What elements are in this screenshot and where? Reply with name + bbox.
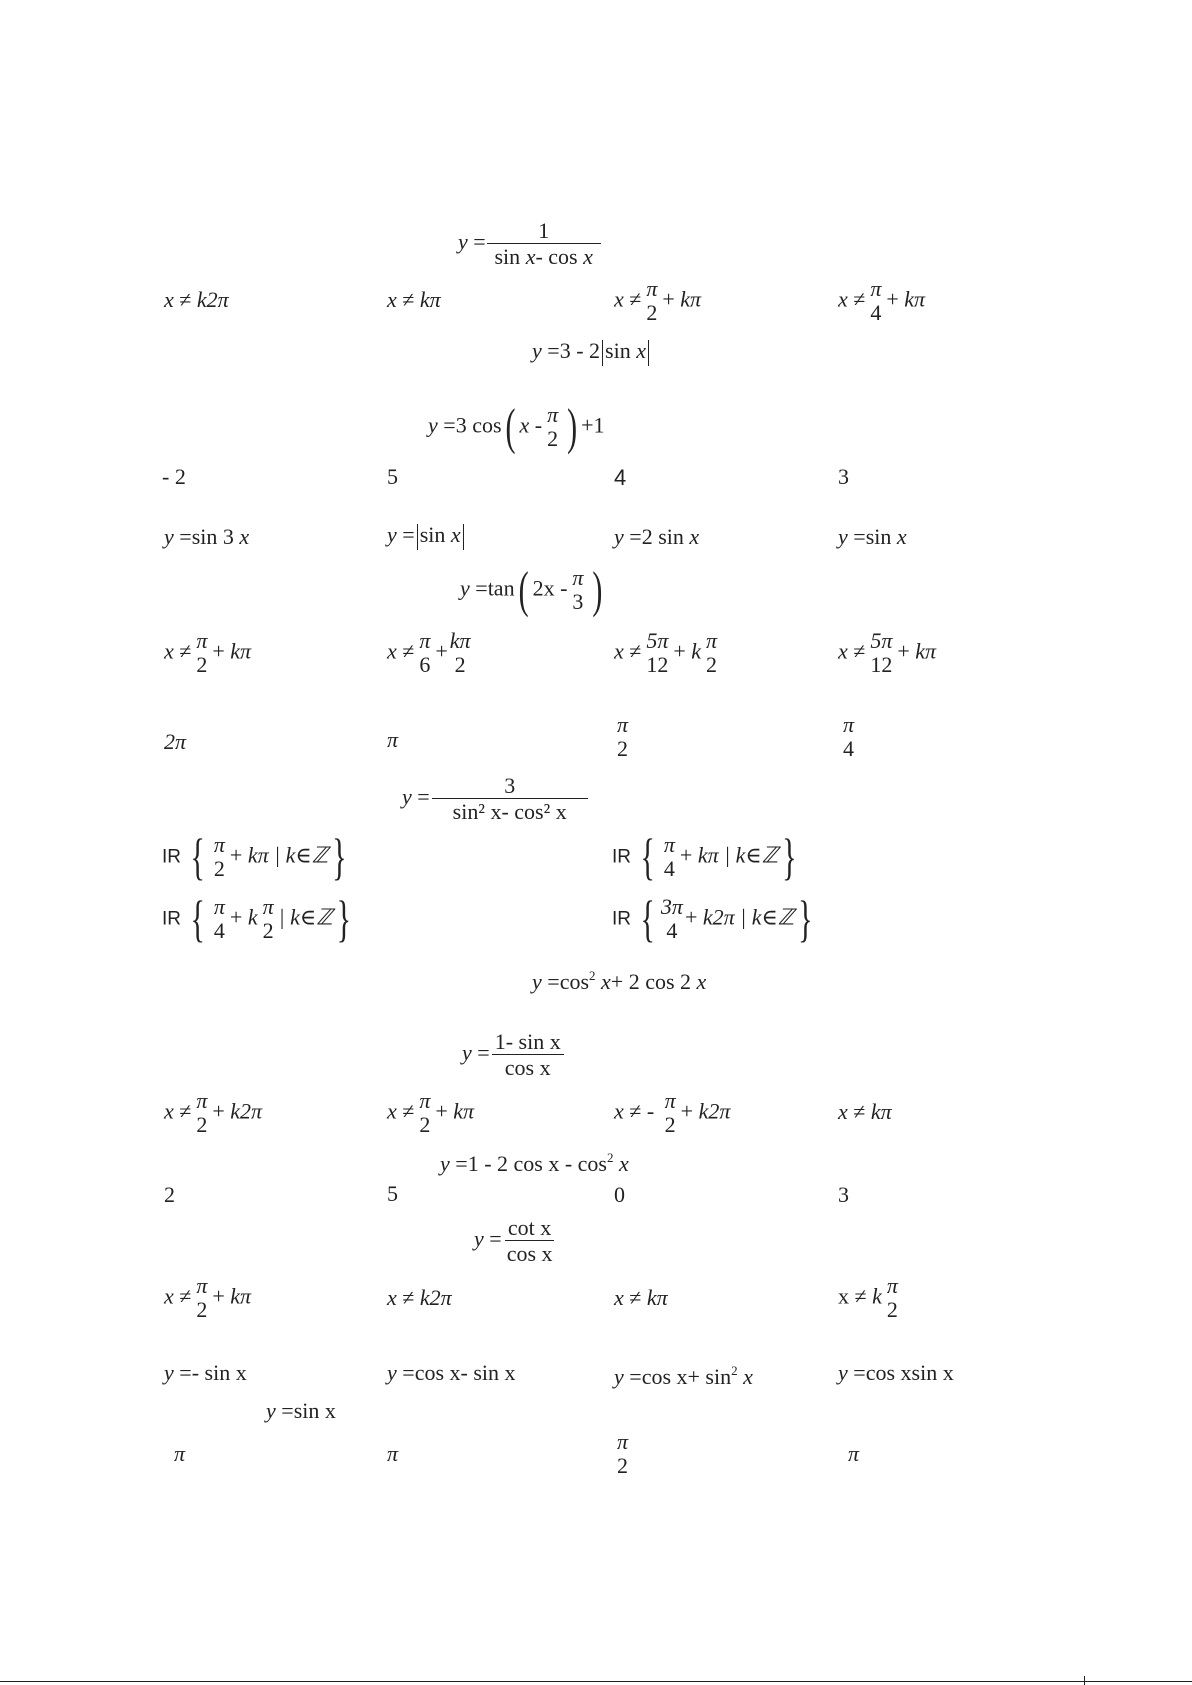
q13-option-d: π bbox=[848, 1441, 860, 1466]
q3-option-c: 4 bbox=[614, 465, 627, 490]
q7-function: y = $\frac{3}{\text{sin² x- cos² x}}$ bbox=[402, 773, 590, 825]
q8-function: $y =\cos^2$ x+ 2 cos 2 x bbox=[532, 968, 707, 994]
q11-option-c: x ≠ kπ bbox=[614, 1285, 668, 1310]
q5-option-d: x ≠ 5π 12 + kπ bbox=[838, 628, 937, 677]
q1-function: y = $\frac{1}{\text{sin x- cos x}}$ bbox=[458, 218, 602, 270]
q7-option-a: IR { π 2 + kπ | k∈ℤ } bbox=[162, 828, 347, 885]
q3-option-b: 5 bbox=[387, 464, 398, 489]
q4-option-c: y =2 sin x bbox=[614, 524, 700, 549]
q13-option-a: π bbox=[174, 1441, 186, 1466]
q12-reference: y =sin x bbox=[266, 1398, 336, 1423]
q7-option-c: IR { π 4 + k π 2 | k∈ℤ } bbox=[162, 890, 351, 947]
q4-option-d: y =sin x bbox=[838, 524, 907, 549]
q9-option-b: x ≠ π 2 + kπ bbox=[387, 1088, 475, 1137]
q6-option-d: π 4 bbox=[842, 712, 855, 761]
q3-function: y =3 cos ( x - π 2 ) +1 bbox=[428, 398, 605, 455]
q12-option-d: y =cos xsin x bbox=[838, 1360, 954, 1385]
q9-function: y = $\frac{\text{1- sin x}}{\text{cos x}}$ bbox=[462, 1029, 566, 1081]
q12-option-c: y =cos $x+ \sin^2 x$ bbox=[614, 1363, 753, 1389]
q1-option-b: x ≠ kπ bbox=[387, 287, 441, 312]
q5-option-a: x ≠ π 2 + kπ bbox=[164, 628, 252, 677]
q4-option-b: y = sin x bbox=[387, 524, 466, 550]
q11-option-b: x ≠ k2π bbox=[387, 1285, 452, 1310]
q9-option-c: x ≠ - π 2 + k2π bbox=[614, 1088, 731, 1137]
q6-option-c: π 2 bbox=[616, 712, 629, 761]
q10-option-b: 5 bbox=[387, 1181, 398, 1206]
q10-option-a: 2 bbox=[164, 1182, 175, 1207]
q4-option-a: y =sin 3 x bbox=[164, 524, 250, 549]
q1-option-a: x ≠ k2π bbox=[164, 287, 229, 312]
q13-option-b: π bbox=[387, 1441, 399, 1466]
q9-option-d: x ≠ kπ bbox=[838, 1099, 892, 1124]
q3-option-a: - 2 bbox=[162, 464, 186, 489]
q10-option-c: 0 bbox=[614, 1182, 625, 1207]
q12-option-b: y =cos x- sin x bbox=[387, 1360, 516, 1385]
q5-option-b: x ≠ π 6 + kπ 2 bbox=[387, 628, 471, 677]
q7-option-b: IR { π 4 + kπ | k∈ℤ } bbox=[612, 828, 797, 885]
bottom-rule bbox=[0, 1681, 1192, 1682]
q13-option-c: π 2 bbox=[616, 1429, 629, 1478]
q7-option-d: IR { 3π 4 + k2π | k∈ℤ } bbox=[612, 890, 813, 947]
q1-option-d: x ≠ π 4 + kπ bbox=[838, 276, 926, 325]
q12-option-a: y =- sin x bbox=[164, 1360, 247, 1385]
q6-option-a: 2π bbox=[164, 729, 187, 754]
q10-option-d: 3 bbox=[838, 1182, 849, 1207]
bottom-rule-tick bbox=[1084, 1676, 1085, 1685]
q5-function: y =tan ( 2x - π 3 ) bbox=[460, 561, 603, 618]
q9-option-a: x ≠ π 2 + k2π bbox=[164, 1088, 263, 1137]
q11-option-a: x ≠ π 2 + kπ bbox=[164, 1273, 252, 1322]
q11-function: y = $\frac{\text{cot x}}{\text{cos x}}$ bbox=[474, 1215, 553, 1267]
q3-option-d: 3 bbox=[838, 464, 849, 489]
q2-function: y =3 - 2 sin x bbox=[532, 340, 651, 366]
q11-option-d: x ≠ k π 2 bbox=[838, 1273, 898, 1322]
q10-function: y =1 - 2 cos x - $\cos^2 x$ bbox=[440, 1150, 629, 1176]
q1-option-c: x ≠ π 2 + kπ bbox=[614, 276, 702, 325]
q5-option-c: x ≠ 5π 12 + k π 2 bbox=[614, 628, 718, 677]
q6-option-b: π bbox=[387, 727, 399, 752]
